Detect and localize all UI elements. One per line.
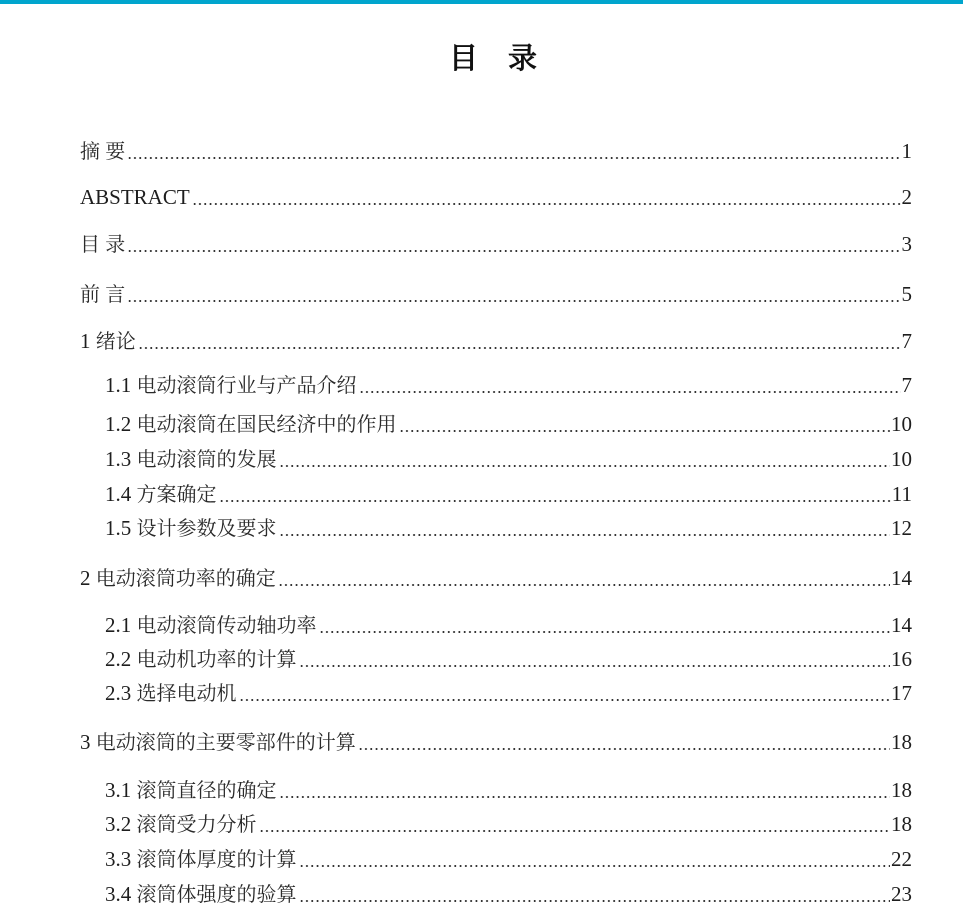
toc-entry-4[interactable]: [80, 281, 912, 307]
toc-label-cjk-text: 电动滚筒的发展: [136, 447, 277, 471]
dot-leader: [219, 481, 891, 507]
toc-label-cjk-text: 滚筒受力分析: [136, 812, 257, 836]
toc-entry-16[interactable]: [105, 777, 912, 803]
toc-entry-page-number: 16: [891, 647, 912, 671]
toc-entry-page-number: 5: [901, 282, 912, 306]
toc-entry-18[interactable]: [105, 846, 912, 872]
toc-entry-label: [105, 446, 279, 472]
dot-leader: [279, 515, 891, 541]
toc-label-latin-text: 2.1: [105, 613, 137, 637]
toc-entry-page-number: 14: [891, 566, 912, 590]
toc-label-cjk-text: 滚筒直径的确定: [136, 778, 277, 802]
toc-entry-label: [105, 612, 319, 638]
toc-entry-label: [105, 811, 259, 837]
toc-label-latin-text: 1.4: [105, 482, 137, 506]
toc-label-cjk-text: 摘: [80, 139, 100, 163]
dot-leader: [319, 612, 891, 638]
toc-label-latin-text: 1.5: [105, 516, 137, 540]
top-accent-bar: [0, 0, 963, 4]
toc-entry-label: [80, 729, 358, 755]
dot-leader: [299, 881, 891, 907]
toc-label-cjk-text: 目: [80, 232, 100, 256]
toc-entry-19[interactable]: [105, 881, 912, 907]
toc-entry-label: [105, 881, 299, 907]
toc-label-cjk-text: 选择电动机: [136, 681, 237, 705]
toc-entry-label: [105, 481, 219, 507]
toc-entry-2[interactable]: [80, 184, 912, 210]
toc-entry-page-number: 10: [891, 447, 912, 471]
toc-entry-label: [80, 328, 138, 354]
toc-entry-label: [105, 372, 359, 398]
toc-entry-1[interactable]: [80, 138, 912, 164]
toc-entry-13[interactable]: [105, 646, 912, 672]
toc-entry-page-number: 2: [901, 185, 912, 209]
toc-entry-10[interactable]: [105, 515, 912, 541]
toc-entry-label: [80, 231, 127, 257]
toc-entry-label: [105, 515, 279, 541]
toc-label-latin-text: 3.3: [105, 847, 137, 871]
toc-label-latin-text: 1.1: [105, 373, 137, 397]
toc-entry-page-number: 22: [891, 847, 912, 871]
toc-entry-9[interactable]: [105, 481, 912, 507]
toc-entry-label: [105, 411, 399, 437]
toc-label-cjk-text: 设计参数及要求: [136, 516, 277, 540]
toc-entry-page-number: 18: [891, 730, 912, 754]
toc-entry-page-number: 7: [901, 329, 912, 353]
toc-label-latin-text: 1.2: [105, 412, 137, 436]
toc-entry-6[interactable]: [105, 372, 912, 398]
dot-leader: [299, 646, 891, 672]
toc-label-latin-text: 1: [80, 329, 96, 353]
toc-entry-page-number: 18: [891, 812, 912, 836]
dot-leader: [127, 138, 900, 164]
toc-label-cjk-text: 言: [105, 282, 126, 306]
toc-entry-label: [80, 565, 278, 591]
toc-label-cjk-text: 电动滚筒功率的确定: [95, 566, 276, 590]
toc-entry-page-number: 14: [891, 613, 912, 637]
toc-entry-15[interactable]: [80, 729, 912, 755]
toc-label-latin-text: 3: [80, 730, 96, 754]
dot-leader: [239, 680, 891, 706]
toc-entry-label: [105, 846, 299, 872]
toc-entry-page-number: 17: [891, 681, 912, 705]
toc-label-cjk-text: 录: [105, 232, 126, 256]
toc-entry-label: [80, 138, 127, 164]
toc-label-cjk-text: 电动滚筒的主要零部件的计算: [95, 730, 356, 754]
toc-label-cjk-text: 电动滚筒在国民经济中的作用: [136, 412, 397, 436]
toc-entry-label: [105, 646, 299, 672]
toc-entry-8[interactable]: [105, 446, 912, 472]
toc-entry-label: [105, 680, 239, 706]
toc-label-latin-text: 2.3: [105, 681, 137, 705]
toc-entry-page-number: 12: [891, 516, 912, 540]
toc-label-latin-text: 2.2: [105, 647, 137, 671]
toc-label-cjk-text: 前: [80, 282, 100, 306]
dot-leader: [192, 184, 901, 210]
toc-entry-page-number: 10: [891, 412, 912, 436]
dot-leader: [299, 846, 891, 872]
toc-entry-11[interactable]: [80, 565, 912, 591]
dot-leader: [399, 411, 891, 437]
toc-entry-page-number: 23: [891, 882, 912, 906]
toc-entry-7[interactable]: [105, 411, 912, 437]
toc-entry-page-number: 11: [891, 482, 912, 506]
toc-label-cjk-text: 电动滚筒传动轴功率: [136, 613, 317, 637]
dot-leader: [358, 729, 890, 755]
dot-leader: [259, 811, 891, 837]
toc-label-latin-text: 3.2: [105, 812, 137, 836]
toc-entry-page-number: 1: [901, 139, 912, 163]
toc-label-latin-text: 3.4: [105, 882, 137, 906]
toc-label-cjk-text: 滚筒体厚度的计算: [136, 847, 297, 871]
toc-entry-label: [80, 184, 192, 210]
toc-entry-page-number: 18: [891, 778, 912, 802]
dot-leader: [359, 372, 901, 398]
dot-leader: [279, 777, 891, 803]
toc-entry-12[interactable]: [105, 612, 912, 638]
dot-leader: [127, 281, 900, 307]
toc-label-cjk-text: 滚筒体强度的验算: [136, 882, 297, 906]
toc-label-latin-text: 2: [80, 566, 96, 590]
toc-entry-label: [105, 777, 279, 803]
toc-label-cjk-text: 方案确定: [136, 482, 217, 506]
toc-label-latin-text: 1.3: [105, 447, 137, 471]
toc-label-cjk-text: 要: [105, 139, 126, 163]
toc-label-cjk-text: 电动滚筒行业与产品介绍: [136, 373, 357, 397]
page-title: 目 录: [448, 41, 548, 75]
toc-label-cjk-text: 绪论: [95, 329, 136, 353]
toc-entry-page-number: 3: [901, 232, 912, 256]
toc-entry-label: [80, 281, 127, 307]
dot-leader: [278, 565, 890, 591]
dot-leader: [127, 231, 900, 257]
toc-entry-17[interactable]: [105, 811, 912, 837]
dot-leader: [138, 328, 901, 354]
toc-label-latin-text: 3.1: [105, 778, 137, 802]
toc-label-latin-text: ABSTRACT: [80, 185, 190, 209]
toc-entry-14[interactable]: [105, 680, 912, 706]
toc-label-cjk-text: 电动机功率的计算: [136, 647, 297, 671]
dot-leader: [279, 446, 891, 472]
toc-entry-3[interactable]: [80, 231, 912, 257]
toc-entry-5[interactable]: [80, 328, 912, 354]
toc-entry-page-number: 7: [901, 373, 912, 397]
